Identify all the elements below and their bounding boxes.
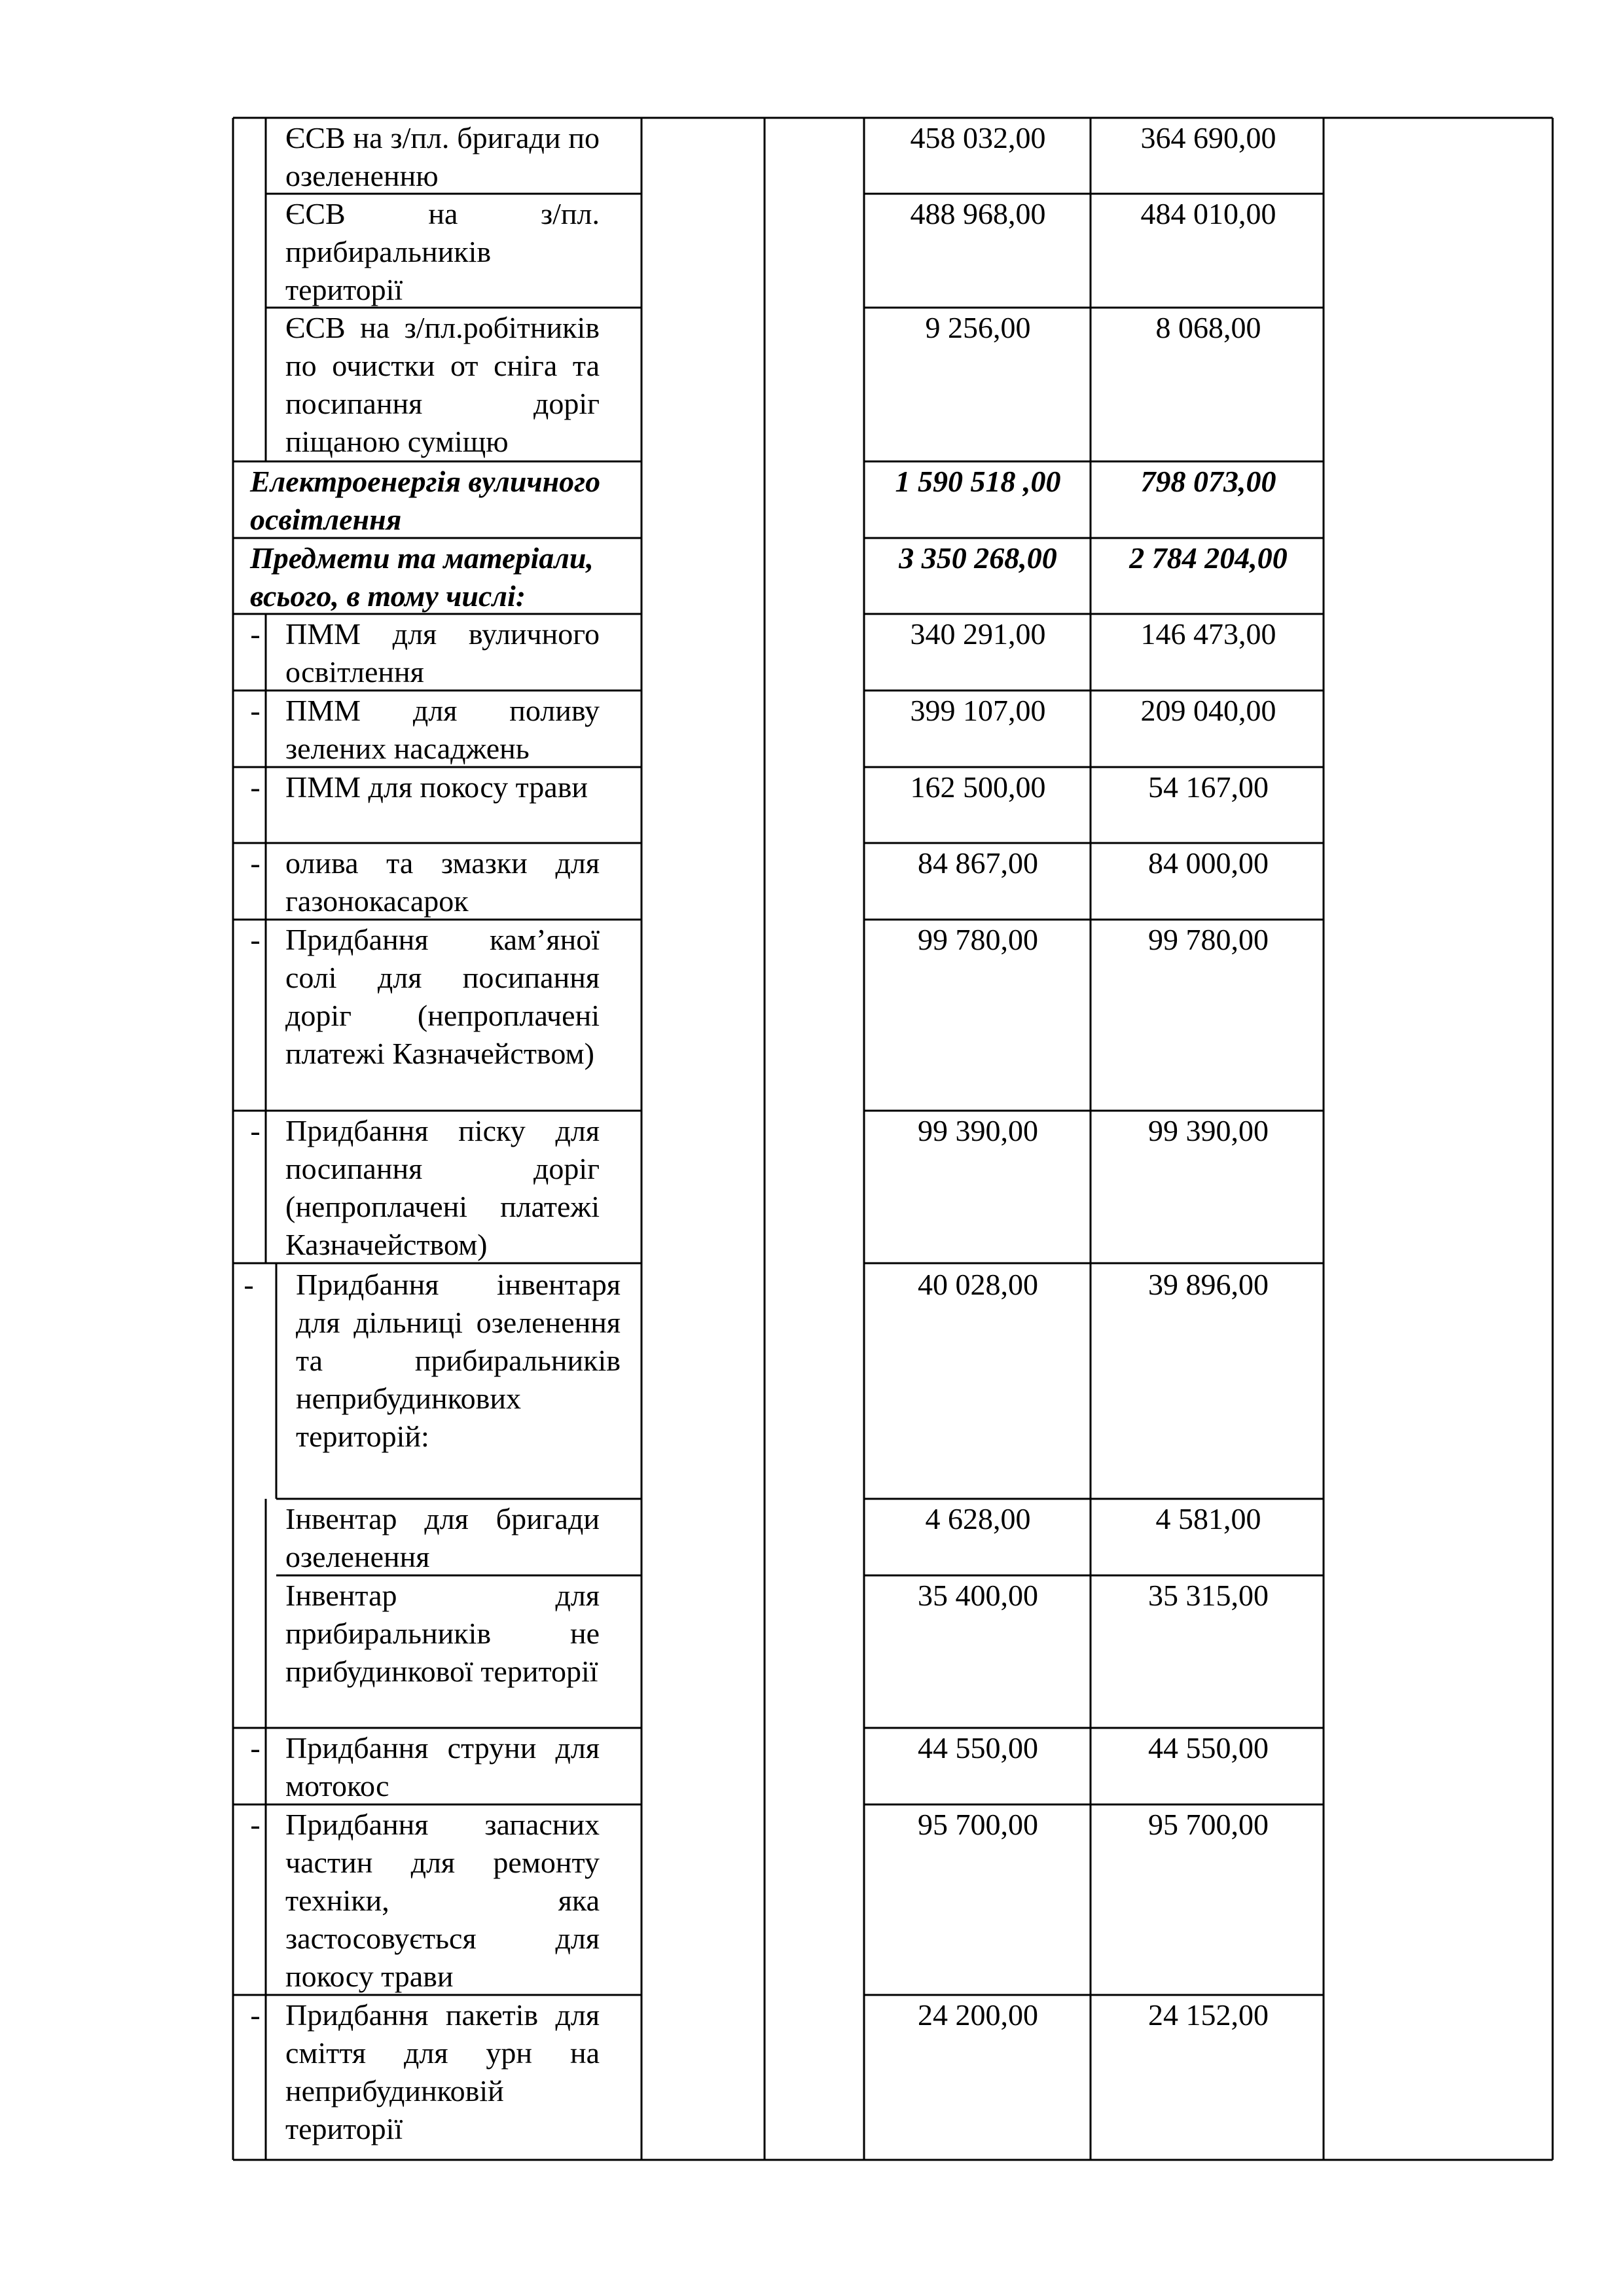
row-value-2: 484 010,00 — [1140, 197, 1276, 230]
row-marker: - — [250, 1998, 261, 2032]
row-value-1: 24 200,00 — [918, 1998, 1038, 2032]
row-label: ЄСВ на з/пл. прибиральників території — [285, 197, 600, 306]
row-value-2: 99 780,00 — [1148, 923, 1269, 956]
row-value-2: 8 068,00 — [1155, 311, 1261, 344]
row-value-1: 35 400,00 — [918, 1579, 1038, 1612]
row-label: ЄСВ на з/пл.робітників по очистки от сніга та посипання доріг піщаною суміщю — [285, 311, 600, 458]
row-value-2: 39 896,00 — [1148, 1268, 1269, 1301]
row-label: Придбання струни для мотокос — [285, 1731, 600, 1803]
row-value-2: 54 167,00 — [1148, 770, 1269, 804]
row-label-bold: Електроенергія вуличного освітлення — [250, 465, 601, 536]
row-value-1: 99 390,00 — [918, 1114, 1038, 1147]
row-value-1: 99 780,00 — [918, 923, 1038, 956]
row-label: Придбання інвентаря для дільниці озеленення та прибиральників неприбудинкових територій: — [296, 1268, 621, 1453]
row-value-1: 1 590 518 ,00 — [895, 465, 1061, 498]
row-value-2: 146 473,00 — [1140, 617, 1276, 651]
row-marker: - — [244, 1268, 254, 1301]
row-value-2: 99 390,00 — [1148, 1114, 1269, 1147]
row-marker: - — [250, 1808, 261, 1841]
row-value-1: 399 107,00 — [910, 694, 1046, 727]
row-marker: - — [250, 923, 261, 956]
row-marker: - — [250, 694, 261, 727]
row-label-bold: Предмети та матеріали, всього, в тому числі: — [250, 541, 594, 613]
row-marker: - — [250, 846, 261, 880]
row-value-1: 340 291,00 — [910, 617, 1046, 651]
row-label: Інвентар для прибиральників не прибудинкової території — [285, 1579, 600, 1688]
row-value-1: 4 628,00 — [925, 1502, 1031, 1535]
row-value-1: 488 968,00 — [910, 197, 1046, 230]
row-value-2: 95 700,00 — [1148, 1808, 1269, 1841]
row-value-2: 35 315,00 — [1148, 1579, 1269, 1612]
row-label: олива та змазки для газонокасарок — [285, 846, 600, 918]
row-value-1: 162 500,00 — [910, 770, 1046, 804]
row-value-2: 4 581,00 — [1155, 1502, 1261, 1535]
row-value-2: 209 040,00 — [1140, 694, 1276, 727]
row-value-1: 458 032,00 — [910, 121, 1046, 154]
row-value-2: 364 690,00 — [1140, 121, 1276, 154]
row-value-1: 44 550,00 — [918, 1731, 1038, 1765]
row-label: Придбання кам’яної солі для посипання доріг (непроплачені платежі Казначейством) — [285, 923, 600, 1070]
row-value-1: 40 028,00 — [918, 1268, 1038, 1301]
row-value-2: 24 152,00 — [1148, 1998, 1269, 2032]
row-value-2: 84 000,00 — [1148, 846, 1269, 880]
row-label: ЄСВ на з/пл. бригади по озелененню — [285, 121, 600, 192]
row-label: Інвентар для бригади озеленення — [285, 1502, 600, 1573]
row-value-1: 84 867,00 — [918, 846, 1038, 880]
row-value-1: 95 700,00 — [918, 1808, 1038, 1841]
row-marker: - — [250, 1731, 261, 1765]
row-label: Придбання запасних частин для ремонту техніки, яка застосовується для покосу трави — [285, 1808, 600, 1993]
row-label: ПММ для поливу зелених насаджень — [285, 694, 600, 765]
row-value-2: 44 550,00 — [1148, 1731, 1269, 1765]
row-marker: - — [250, 770, 261, 804]
row-label: Придбання пакетів для сміття для урн на неприбудинковій території — [285, 1998, 600, 2145]
row-label: Придбання піску для посипання доріг (непроплачені платежі Казначейством) — [285, 1114, 600, 1261]
row-value-2: 798 073,00 — [1140, 465, 1276, 498]
row-label: ПММ для покосу трави — [285, 770, 588, 804]
row-value-1: 9 256,00 — [925, 311, 1031, 344]
row-value-1: 3 350 268,00 — [899, 541, 1057, 575]
row-value-2: 2 784 204,00 — [1129, 541, 1288, 575]
row-marker: - — [250, 617, 261, 651]
row-marker: - — [250, 1114, 261, 1147]
row-label: ПММ для вуличного освітлення — [285, 617, 600, 689]
